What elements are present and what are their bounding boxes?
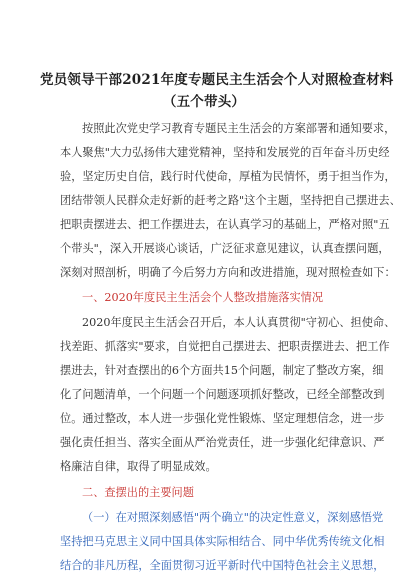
section2-line: 坚持把马克思主义同中国具体实际相结合、同中华优秀传统文化相 [60, 535, 385, 548]
section2-line: （一）在对照深刻感悟"两个确立"的决定性意义，深刻感悟党 [82, 511, 384, 524]
section1-line: 化了问题清单，一个问题一个问题逐项抓好整改，已经全部整改到 [60, 388, 385, 401]
section1-line: 强化责任担当、落实全面从严治党责任，进一步强化纪律意识、严 [60, 436, 385, 449]
section2-line: 结合的非凡历程，全面贯彻习近平新时代中国特色社会主义思想， [60, 559, 385, 572]
document-title: 党员领导干部2021年度专题民主生活会个人对照检查材料 [40, 72, 394, 88]
intro-line: 深刻对照剖析，明确了今后努力方向和改进措施，现对照检查如下： [60, 266, 396, 279]
intro-line: 本人聚焦"大力弘扬伟大建党精神，坚持和发展党的百年奋斗历史经 [60, 146, 390, 159]
intro-line: 把职责摆进去、把工作摆进去，在认真学习的基础上，严格对照"五 [60, 218, 390, 231]
section1-line: 摆进去，针对查摆出的6个方面共15个问题，制定了整改方案，细 [60, 364, 384, 377]
document-subtitle: （五个带头） [162, 94, 246, 110]
intro-line: 验，坚定历史自信，践行时代使命，厚植为民情怀，勇于担当作为， [60, 170, 396, 183]
intro-line: 个带头"，深入开展谈心谈话，广泛征求意见建议，认真查摆问题， [60, 242, 390, 255]
section1-line: 找差距、抓落实"要求，自觉把自己摆进去、把职责摆进去、把工作 [60, 340, 390, 353]
intro-line: 团结带领人民群众走好新的赶考之路"这个主题，坚持把自己摆进去、 [60, 194, 401, 207]
section1-line: 格廉洁自律，取得了明显成效。 [60, 460, 217, 473]
section1-line: 2020年度民主生活会召开后，本人认真贯彻"守初心、担使命、 [82, 316, 396, 329]
section-heading-2: 二、查摆出的主要问题 [82, 486, 194, 499]
section-heading-1: 一、2020年度民主生活会个人整改措施落实情况 [82, 291, 324, 304]
intro-line: 按照此次党史学习教育专题民主生活会的方案部署和通知要求， [82, 122, 396, 135]
section1-line: 位。通过整改，本人进一步强化党性锻炼、坚定理想信念，进一步 [60, 412, 385, 425]
